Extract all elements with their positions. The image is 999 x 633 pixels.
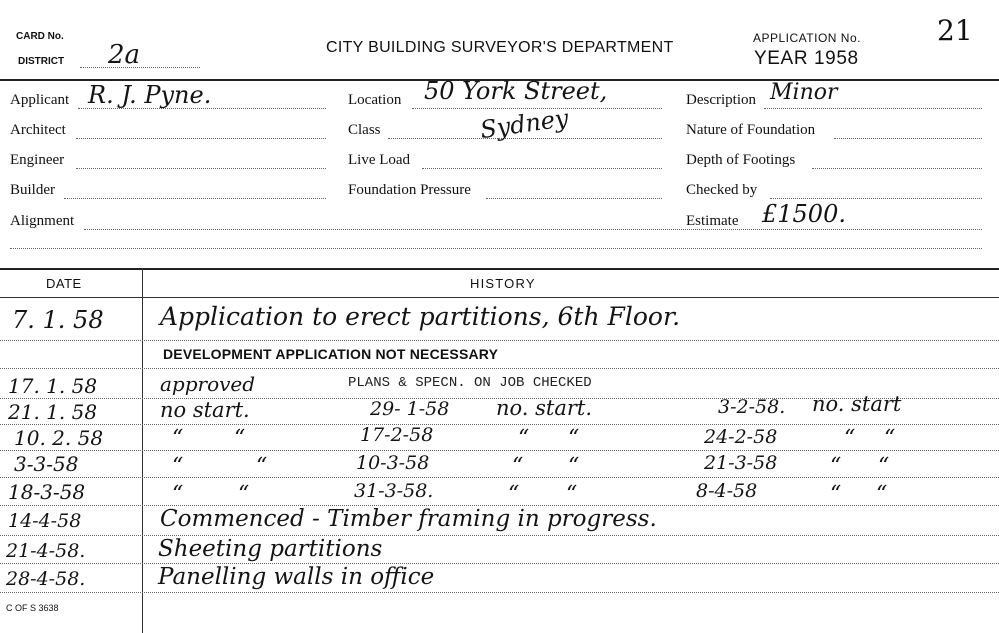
ditto-mark: “ [172, 482, 184, 507]
alignment-label: Alignment [10, 213, 75, 229]
nature-of-foundation-label: Nature of Foundation [686, 122, 816, 138]
date-column-header: DATE [46, 276, 82, 291]
table-row-date: 10. 2. 58 [14, 426, 104, 450]
depth-of-footings-label: Depth of Footings [686, 152, 796, 168]
ditto-mark: “ [878, 454, 890, 479]
table-row-history: Sheeting partitions [158, 536, 383, 562]
inspection-date: 24-2-58 [704, 426, 778, 448]
ditto-mark: “ [234, 426, 246, 451]
engineer-label: Engineer [10, 152, 65, 168]
inspection-date: 17-2-58 [360, 424, 434, 446]
inspection-date: 10-3-58 [356, 452, 430, 474]
inspection-date: 29- 1-58 [370, 398, 450, 420]
inspection-date: 31-3-58. [354, 480, 434, 502]
ditto-mark: “ [566, 482, 578, 507]
application-no-label: APPLICATION No. [753, 31, 861, 45]
estimate-label: Estimate [686, 213, 739, 229]
live-load-label: Live Load [348, 152, 411, 168]
ditto-mark: “ [518, 426, 530, 451]
applicant-label: Applicant [10, 92, 70, 108]
development-stamp: DEVELOPMENT APPLICATION NOT NECESSARY [163, 346, 499, 362]
ditto-mark: “ [172, 454, 184, 479]
history-column-header: HISTORY [470, 276, 536, 291]
plans-checked-stamp: PLANS & SPECN. ON JOB CHECKED [348, 375, 592, 391]
table-row-date: 7. 1. 58 [12, 306, 104, 334]
class-label: Class [348, 122, 381, 138]
table-row-date: 18-3-58 [8, 480, 86, 504]
ditto-mark: “ [568, 426, 580, 451]
ditto-mark: “ [884, 426, 896, 451]
inspection-note: no. start. [496, 396, 593, 420]
builder-label: Builder [10, 182, 55, 198]
table-row-date: 21. 1. 58 [8, 400, 98, 424]
table-row-date: 14-4-58 [8, 510, 82, 532]
ditto-mark: “ [830, 482, 842, 507]
ditto-mark: “ [512, 454, 524, 479]
inspection-date: 8-4-58 [696, 480, 758, 502]
table-row-history: Commenced - Timber framing in progress. [160, 506, 657, 532]
ditto-mark: “ [844, 426, 856, 451]
location-value-2: Sydney [478, 103, 571, 145]
ditto-mark: “ [256, 454, 268, 479]
year-label: YEAR 1958 [754, 48, 859, 69]
table-row-date: 21-4-58. [6, 540, 86, 562]
table-row-history: Panelling walls in office [158, 564, 435, 590]
ditto-mark: “ [876, 482, 888, 507]
table-row-date: 3-3-58 [14, 452, 79, 476]
ditto-mark: “ [830, 454, 842, 479]
applicant-value: R. J. Pyne. [88, 81, 212, 109]
card-no-label: CARD No. [16, 31, 64, 42]
location-label: Location [348, 92, 402, 108]
table-row-history: no start. [160, 398, 250, 422]
description-value: Minor [770, 80, 838, 105]
ditto-mark: “ [568, 454, 580, 479]
estimate-value: £1500. [762, 200, 846, 228]
ditto-mark: “ [172, 426, 184, 451]
table-row-date: 17. 1. 58 [8, 374, 98, 398]
inspection-note: no. start [812, 392, 902, 416]
description-label: Description [686, 92, 756, 108]
district-label: DISTRICT [18, 56, 65, 67]
table-row-history: Application to erect partitions, 6th Floor. [160, 302, 681, 331]
department-title: CITY BUILDING SURVEYOR'S DEPARTMENT [326, 39, 674, 56]
inspection-date: 3-2-58. [718, 396, 786, 418]
location-value-1: 50 York Street, [424, 77, 608, 105]
ditto-mark: “ [508, 482, 520, 507]
district-value: 2a [108, 40, 141, 70]
foundation-pressure-label: Foundation Pressure [348, 182, 471, 198]
checked-by-label: Checked by [686, 182, 758, 198]
application-no-value: 21 [937, 14, 973, 47]
inspection-date: 21-3-58 [704, 452, 778, 474]
table-row-history: approved [160, 372, 256, 396]
architect-label: Architect [10, 122, 66, 138]
ditto-mark: “ [238, 482, 250, 507]
table-row-date: 28-4-58. [6, 568, 86, 590]
form-code: C OF S 3638 [6, 603, 59, 613]
